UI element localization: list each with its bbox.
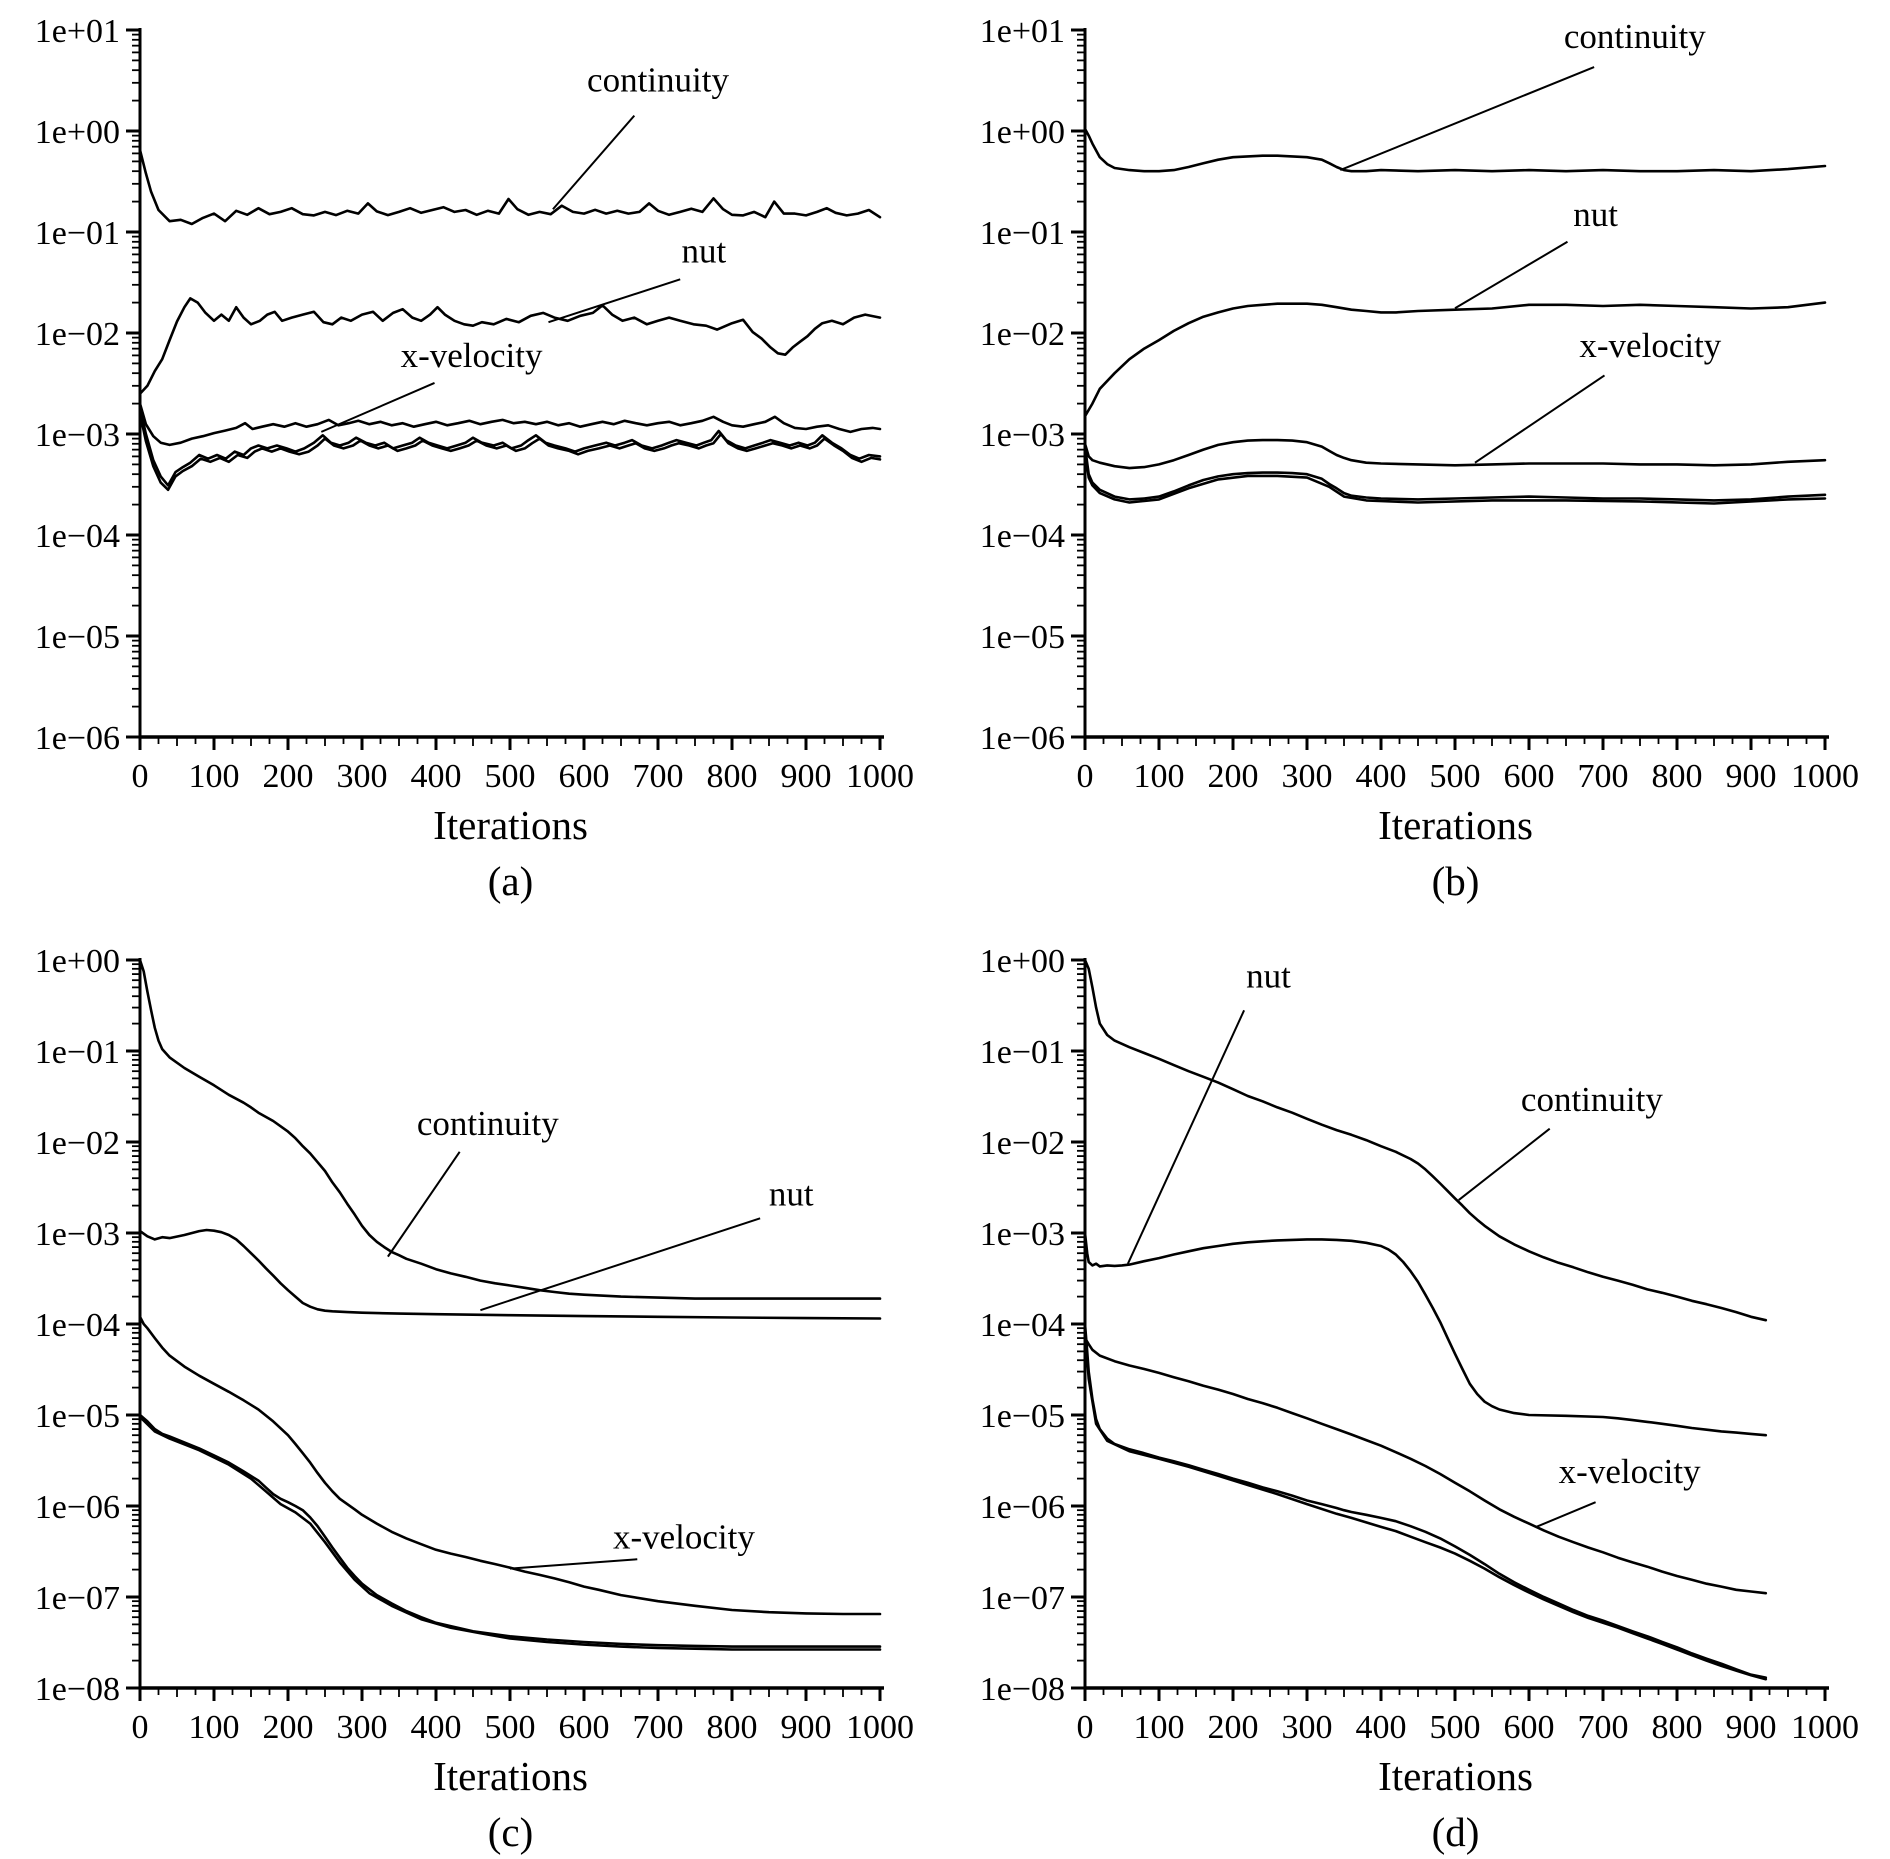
x-tick-label: 100 bbox=[1133, 758, 1185, 795]
series-line-continuity bbox=[1085, 129, 1825, 171]
annotation-label-x-velocity: x-velocity bbox=[1558, 1451, 1701, 1491]
y-tick-label: 1e−06 bbox=[979, 720, 1065, 757]
plot-canvas-c bbox=[0, 930, 945, 1750]
x-tick-label: 800 bbox=[1651, 758, 1703, 795]
y-tick-label: 1e+00 bbox=[979, 114, 1065, 151]
x-tick-label: 700 bbox=[1577, 1709, 1629, 1746]
annotation-label-nut: nut bbox=[681, 231, 727, 271]
y-tick-label: 1e−05 bbox=[979, 1398, 1065, 1435]
y-tick-label: 1e−01 bbox=[34, 1034, 120, 1071]
plot-canvas-d bbox=[945, 930, 1890, 1750]
x-tick-label: 200 bbox=[1207, 1709, 1259, 1746]
x-tick-label: 100 bbox=[188, 758, 240, 795]
y-tick-label: 1e+01 bbox=[34, 13, 120, 50]
annotation-label-nut: nut bbox=[1246, 956, 1291, 996]
x-tick-label: 300 bbox=[1281, 758, 1333, 795]
y-tick-label: 1e−01 bbox=[979, 215, 1065, 252]
y-tick-label: 1e−01 bbox=[979, 1034, 1065, 1071]
x-tick-label: 300 bbox=[1281, 1709, 1333, 1746]
x-tick-label: 500 bbox=[1429, 1709, 1481, 1746]
x-tick-label: 1000 bbox=[846, 1709, 914, 1746]
subplot-c bbox=[0, 930, 945, 1859]
x-tick-label: 800 bbox=[1651, 1709, 1703, 1746]
x-tick-label: 500 bbox=[484, 1709, 536, 1746]
x-tick-label: 500 bbox=[484, 758, 536, 795]
series-line-continuity bbox=[1085, 960, 1766, 1320]
x-tick-label: 900 bbox=[780, 758, 832, 795]
annotation-leader-nut bbox=[1455, 242, 1567, 308]
y-tick-label: 1e+00 bbox=[34, 943, 120, 980]
series-line-y-velocity bbox=[1085, 447, 1825, 501]
subplot-a bbox=[0, 0, 945, 930]
series-line-y-velocity bbox=[1085, 1324, 1766, 1678]
x-tick-label: 0 bbox=[1076, 758, 1094, 795]
annotation-leader-x-velocity bbox=[1475, 375, 1605, 462]
subplot-b bbox=[945, 0, 1890, 930]
y-tick-label: 1e−03 bbox=[34, 417, 120, 454]
x-tick-label: 0 bbox=[131, 758, 149, 795]
x-tick-label: 1000 bbox=[846, 758, 914, 795]
x-tick-label: 800 bbox=[706, 1709, 758, 1746]
y-tick-label: 1e−03 bbox=[34, 1216, 120, 1253]
y-tick-label: 1e−05 bbox=[34, 1398, 120, 1435]
y-tick-label: 1e+01 bbox=[979, 13, 1065, 50]
x-tick-label: 900 bbox=[780, 1709, 832, 1746]
x-tick-label: 200 bbox=[262, 1709, 314, 1746]
annotation-leader-x-velocity bbox=[1536, 1502, 1595, 1527]
annotation-label-x-velocity: x-velocity bbox=[612, 1517, 755, 1557]
x-tick-label: 1000 bbox=[1791, 1709, 1859, 1746]
y-tick-label: 1e+00 bbox=[979, 943, 1065, 980]
plot-canvas-b bbox=[945, 0, 1890, 799]
y-tick-label: 1e−07 bbox=[979, 1580, 1065, 1617]
subplot-d bbox=[945, 930, 1890, 1859]
annotation-label-continuity: continuity bbox=[416, 1103, 559, 1143]
y-tick-label: 1e−04 bbox=[34, 518, 120, 555]
subplot-caption-d: (d) bbox=[1431, 1809, 1480, 1855]
y-tick-label: 1e−03 bbox=[979, 417, 1065, 454]
x-tick-label: 800 bbox=[706, 758, 758, 795]
x-axis-title-b: Iterations bbox=[1378, 802, 1533, 848]
series-line-x-velocity bbox=[140, 404, 880, 445]
annotation-leader-x-velocity bbox=[510, 1559, 637, 1568]
x-tick-label: 100 bbox=[1133, 1709, 1185, 1746]
x-tick-label: 600 bbox=[558, 758, 610, 795]
y-tick-label: 1e−04 bbox=[34, 1307, 120, 1344]
subplot-caption-c: (c) bbox=[487, 1809, 534, 1855]
x-tick-label: 900 bbox=[1725, 1709, 1777, 1746]
x-tick-label: 300 bbox=[336, 1709, 388, 1746]
y-tick-label: 1e−02 bbox=[979, 316, 1065, 353]
plot-canvas-a bbox=[0, 0, 945, 799]
y-tick-label: 1e−06 bbox=[34, 720, 120, 757]
series-line-nut bbox=[1085, 1233, 1766, 1435]
y-tick-label: 1e−06 bbox=[979, 1489, 1065, 1526]
x-tick-label: 400 bbox=[1355, 1709, 1407, 1746]
x-tick-label: 400 bbox=[1355, 758, 1407, 795]
x-tick-label: 600 bbox=[558, 1709, 610, 1746]
y-tick-label: 1e−03 bbox=[979, 1216, 1065, 1253]
y-tick-label: 1e+00 bbox=[34, 114, 120, 151]
y-tick-label: 1e−04 bbox=[979, 1307, 1065, 1344]
series-line-continuity bbox=[140, 150, 880, 224]
series-line-nut bbox=[140, 1230, 880, 1319]
subplot-caption-a: (a) bbox=[487, 858, 534, 904]
x-tick-label: 400 bbox=[410, 1709, 462, 1746]
y-tick-label: 1e−05 bbox=[34, 619, 120, 656]
y-tick-label: 1e−06 bbox=[34, 1489, 120, 1526]
annotation-leader-continuity bbox=[388, 1152, 460, 1257]
annotation-label-continuity: continuity bbox=[1520, 1079, 1663, 1119]
annotation-label-x-velocity: x-velocity bbox=[400, 336, 543, 376]
x-axis-title-c: Iterations bbox=[433, 1753, 588, 1799]
x-tick-label: 700 bbox=[1577, 758, 1629, 795]
x-tick-label: 700 bbox=[632, 758, 684, 795]
series-line-z-velocity bbox=[140, 1417, 880, 1650]
annotation-leader-continuity bbox=[1340, 67, 1594, 170]
annotation-label-x-velocity: x-velocity bbox=[1579, 325, 1722, 365]
y-tick-label: 1e−01 bbox=[34, 215, 120, 252]
x-tick-label: 0 bbox=[131, 1709, 149, 1746]
x-tick-label: 300 bbox=[336, 758, 388, 795]
x-tick-label: 700 bbox=[632, 1709, 684, 1746]
subplot-caption-b: (b) bbox=[1431, 858, 1480, 904]
annotation-label-continuity: continuity bbox=[1563, 17, 1706, 57]
series-line-z-velocity bbox=[1085, 450, 1825, 504]
x-tick-label: 200 bbox=[1207, 758, 1259, 795]
annotation-label-nut: nut bbox=[768, 1174, 814, 1214]
x-tick-label: 900 bbox=[1725, 758, 1777, 795]
x-tick-label: 400 bbox=[410, 758, 462, 795]
series-line-x-velocity bbox=[1085, 440, 1825, 468]
y-tick-label: 1e−08 bbox=[34, 1671, 120, 1708]
x-tick-label: 600 bbox=[1503, 758, 1555, 795]
annotation-label-continuity: continuity bbox=[587, 60, 729, 100]
y-tick-label: 1e−04 bbox=[979, 518, 1065, 555]
x-axis-title-a: Iterations bbox=[433, 802, 588, 848]
y-tick-label: 1e−02 bbox=[34, 316, 120, 353]
annotation-leader-continuity bbox=[1459, 1129, 1550, 1200]
annotation-leader-continuity bbox=[553, 116, 634, 210]
x-tick-label: 100 bbox=[188, 1709, 240, 1746]
x-tick-label: 1000 bbox=[1791, 758, 1859, 795]
x-tick-label: 200 bbox=[262, 758, 314, 795]
series-line-x-velocity bbox=[140, 1317, 880, 1614]
annotation-leader-nut bbox=[1128, 1010, 1244, 1263]
x-axis-title-d: Iterations bbox=[1378, 1753, 1533, 1799]
x-tick-label: 0 bbox=[1076, 1709, 1094, 1746]
y-tick-label: 1e−02 bbox=[34, 1125, 120, 1162]
x-tick-label: 500 bbox=[1429, 758, 1481, 795]
y-tick-label: 1e−08 bbox=[979, 1671, 1065, 1708]
y-tick-label: 1e−02 bbox=[979, 1125, 1065, 1162]
y-tick-label: 1e−05 bbox=[979, 619, 1065, 656]
annotation-label-nut: nut bbox=[1573, 194, 1618, 234]
y-tick-label: 1e−07 bbox=[34, 1580, 120, 1617]
x-tick-label: 600 bbox=[1503, 1709, 1555, 1746]
series-line-z-velocity bbox=[140, 413, 880, 489]
